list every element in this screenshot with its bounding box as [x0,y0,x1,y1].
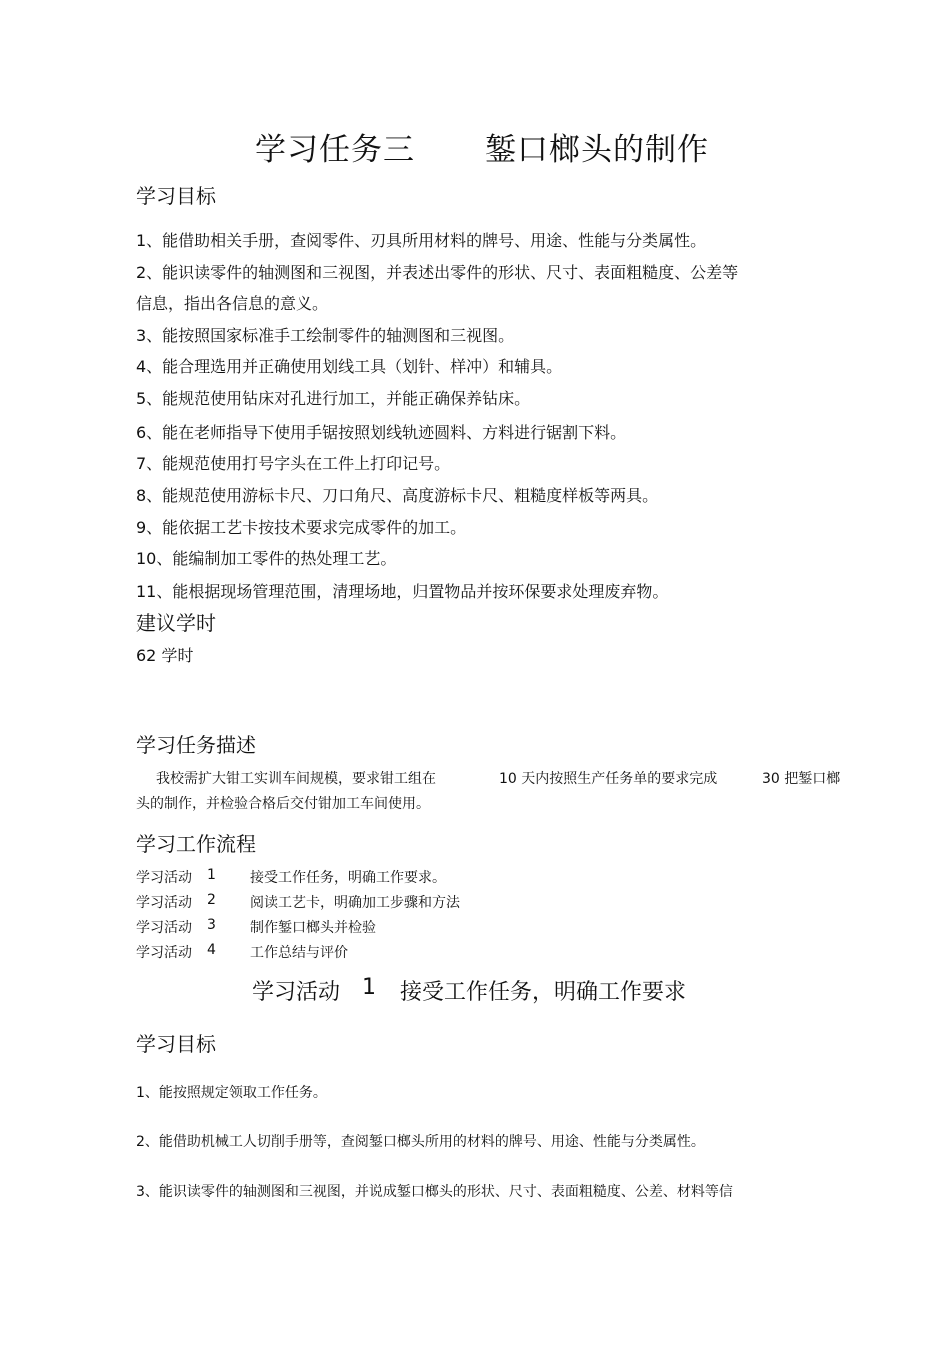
objective-item: 6、能在老师指导下使用手锯按照划线轨迹圆料、方料进行锯割下料。 [136,423,627,442]
objective-item: 2、能识读零件的轴测图和三视图，并表述出零件的形状、尺寸、表面粗糙度、公差等 [136,263,739,282]
objective-item: 8、能规范使用游标卡尺、刀口角尺、高度游标卡尺、粗糙度样板等两具。 [136,486,659,505]
activity1-title-text: 接受工作任务，明确工作要求 [400,980,687,1005]
activity-number: 3 [207,917,216,933]
activity-number: 1 [207,867,216,883]
activity-text: 接受工作任务，明确工作要求。 [250,870,446,886]
activity-label: 学习活动 [136,945,192,961]
section-heading-hours: 建议学时 [136,611,216,635]
objective-item: 1、能借助相关手册，查阅零件、刃具所用材料的牌号、用途、性能与分类属性。 [136,231,707,250]
activity1-title-label: 学习活动 [252,980,341,1005]
section-heading-description: 学习任务描述 [136,733,256,757]
activity-label: 学习活动 [136,870,192,886]
objective-item: 7、能规范使用打号字头在工件上打印记号。 [136,454,451,473]
section-heading-workflow: 学习工作流程 [136,832,256,856]
activity1-objective-item: 1、能按照规定领取工作任务。 [136,1085,327,1101]
activity-label: 学习活动 [136,920,192,936]
page-title-part1: 学习任务三 [255,132,415,168]
activity1-objective-item: 2、能借助机械工人切削手册等，查阅錾口榔头所用的材料的牌号、用途、性能与分类属性。 [136,1134,705,1150]
description-text-b: 10 天内按照生产任务单的要求完成 [499,771,718,787]
hours-value: 62 学时 [136,646,194,665]
objective-item: 5、能规范使用钻床对孔进行加工，并能正确保养钻床。 [136,389,531,408]
section-heading-objectives: 学习目标 [136,184,216,208]
activity-label: 学习活动 [136,895,192,911]
objective-item: 3、能按照国家标准手工绘制零件的轴测图和三视图。 [136,326,515,345]
activity-number: 4 [207,942,216,958]
activity-text: 阅读工艺卡，明确加工步骤和方法 [250,895,460,911]
objective-item: 9、能依据工艺卡按技术要求完成零件的加工。 [136,518,467,537]
objective-item: 11、能根据现场管理范围，清理场地，归置物品并按环保要求处理废弃物。 [136,582,669,601]
objective-item: 信息，指出各信息的意义。 [136,294,329,313]
objective-item: 4、能合理选用并正确使用划线工具（划针、样冲）和辅具。 [136,357,563,376]
activity-text: 工作总结与评价 [250,945,348,961]
activity1-objective-item: 3、能识读零件的轴测图和三视图，并说成錾口榔头的形状、尺寸、表面粗糙度、公差、材料等信 [136,1184,733,1200]
activity-number: 2 [207,892,216,908]
objective-item: 10、能编制加工零件的热处理工艺。 [136,549,397,568]
description-text-a: 我校需扩大钳工实训车间规模，要求钳工组在 [156,771,436,787]
activity1-title-number: 1 [362,975,376,1000]
activity1-heading-objectives: 学习目标 [136,1032,216,1056]
activity-text: 制作錾口榔头并检验 [250,920,376,936]
description-text-line2: 头的制作，并检验合格后交付钳加工车间使用。 [136,796,430,812]
page-title-part2: 錾口榔头的制作 [485,132,709,168]
description-text-c: 30 把錾口榔 [762,771,841,787]
